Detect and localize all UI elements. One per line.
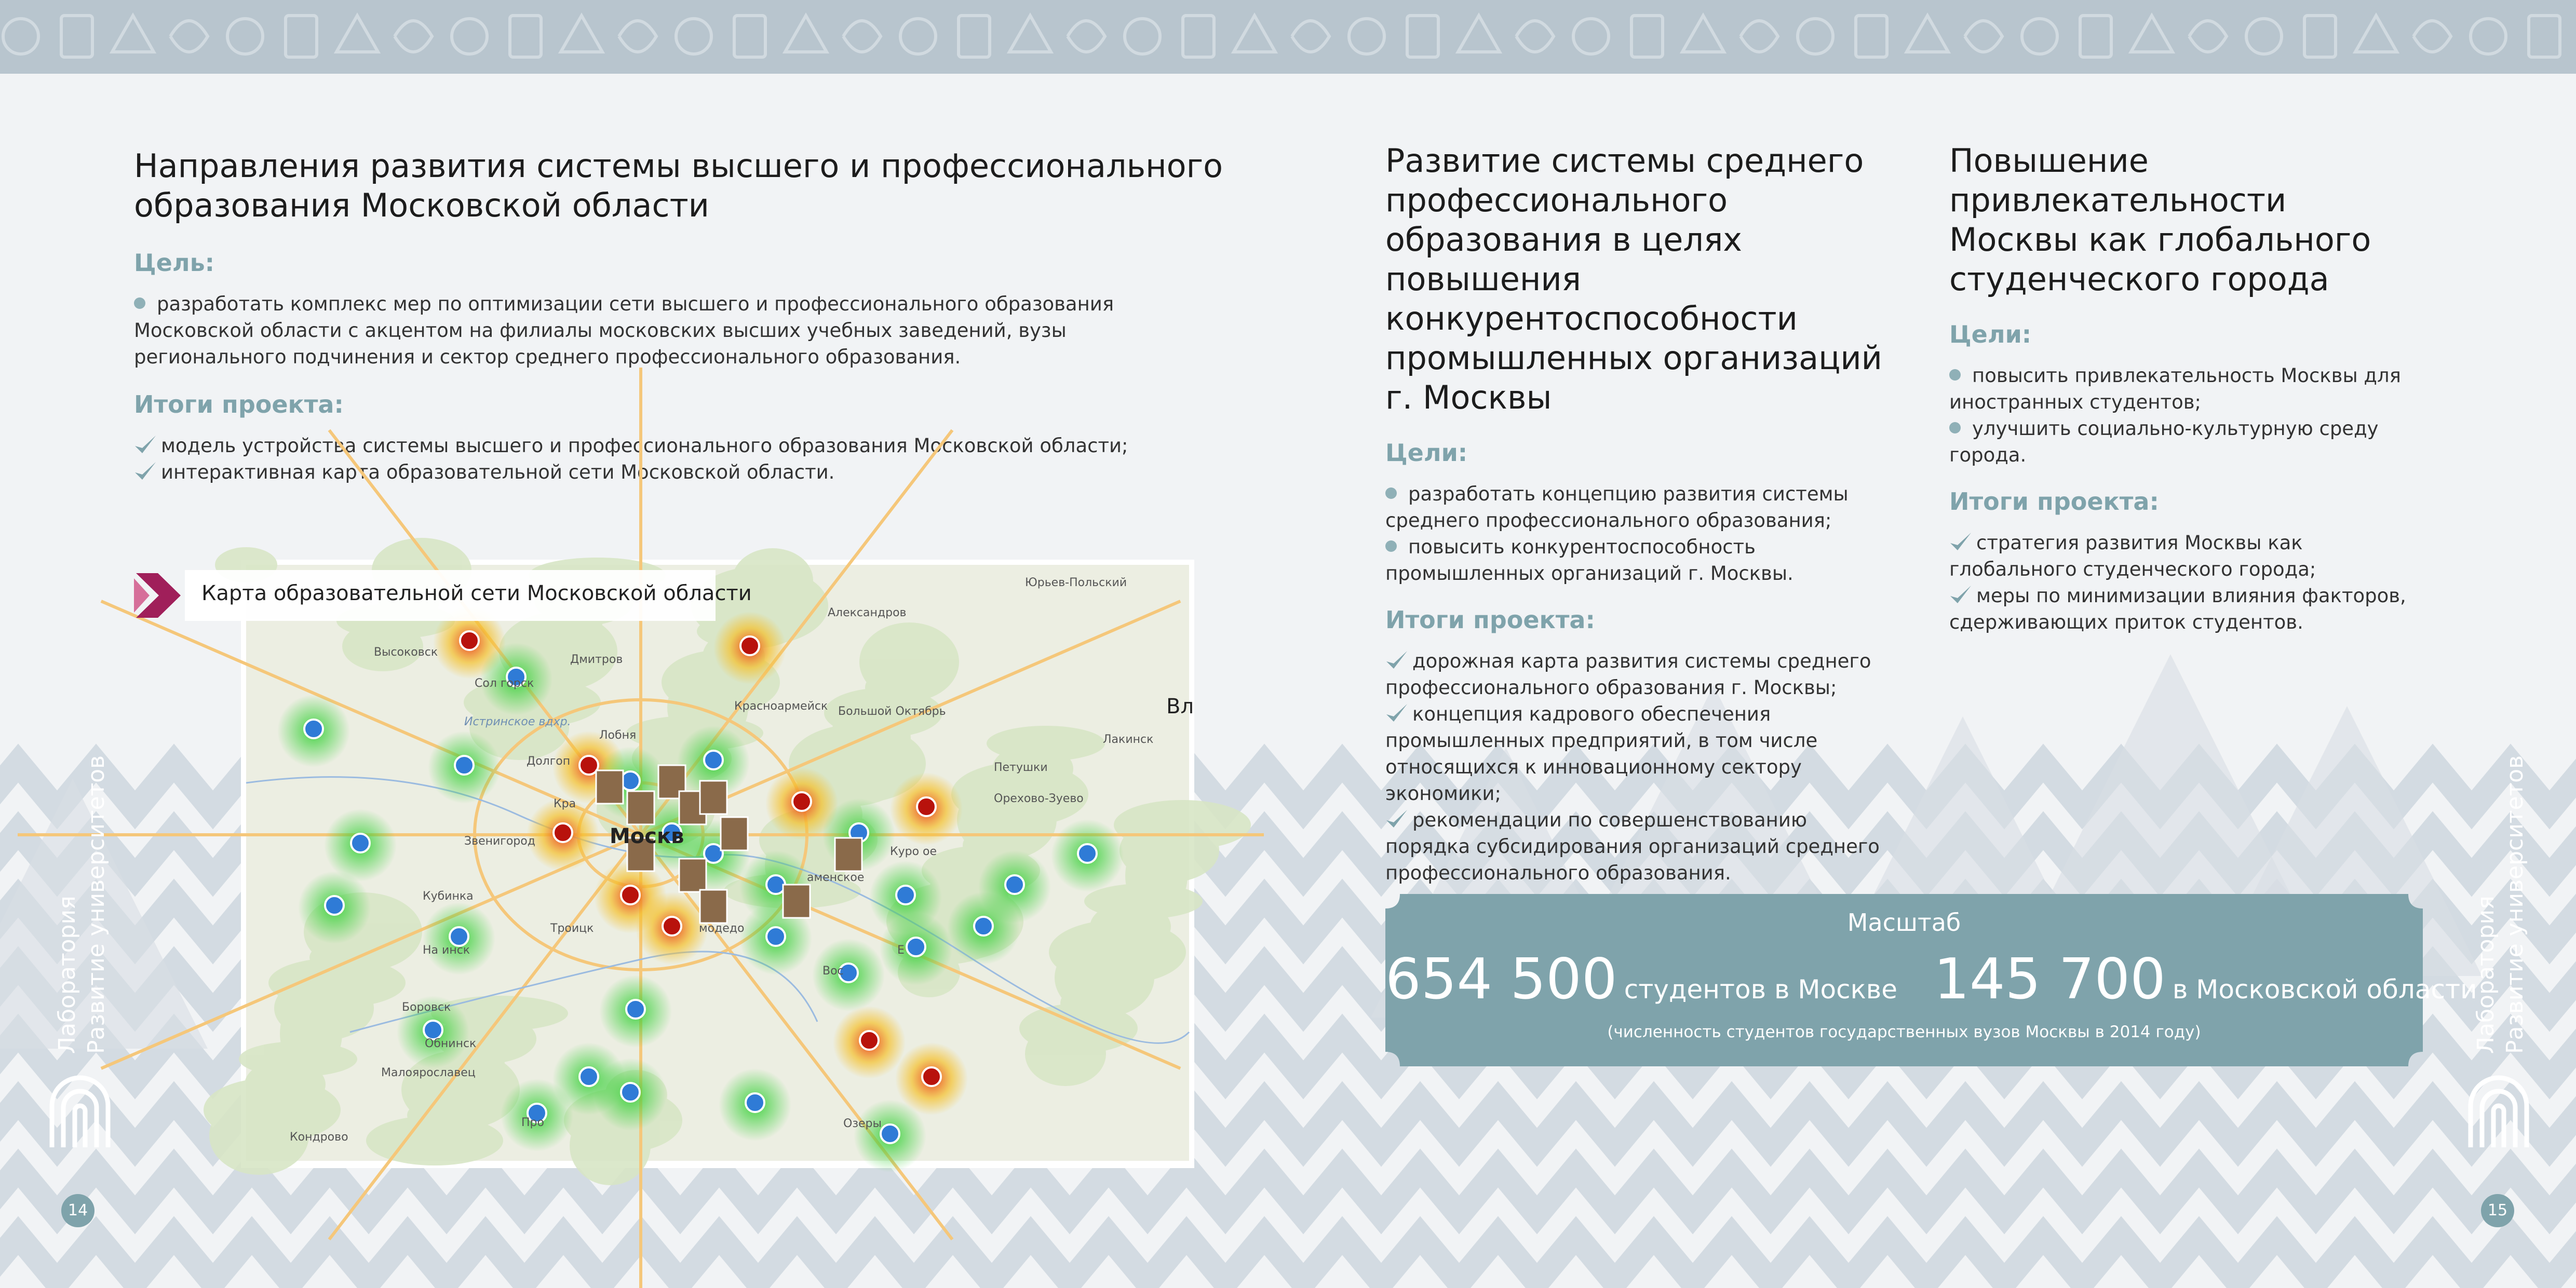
map-marker-icon: [922, 1067, 941, 1086]
list-item-cont: сдерживающих приток студентов.: [1949, 611, 2303, 633]
map-marker-icon: [663, 917, 681, 936]
list-item-cont: профессионального образования.: [1385, 862, 1731, 884]
map-label: Троицк: [550, 922, 594, 935]
map-building-icon: [700, 781, 727, 814]
map-label: Большой Октябрь: [838, 705, 946, 718]
map-label: Сол горск: [475, 677, 534, 690]
list-item-cont: среднего профессионального образования;: [1385, 509, 1832, 532]
doodle-shape: [1068, 21, 1105, 52]
doodle-shape: [1631, 16, 1663, 57]
map-label: Петушки: [994, 761, 1048, 774]
map-caption-text: Карта образовательной сети Московской области: [201, 581, 752, 605]
map-marker-icon: [766, 927, 785, 946]
checkmark-icon: [134, 435, 157, 455]
doodle-shape: [1407, 16, 1438, 57]
map-label: Боровск: [402, 1001, 451, 1014]
doodle-shape: [676, 19, 711, 54]
left-goal-line: разработать комплекс мер по оптимизации сети высшего и профессионального образования: [157, 293, 1114, 315]
checkmark-icon: [1949, 532, 1972, 552]
side-label-left: [53, 755, 111, 1054]
right-title-line: Повышение: [1949, 142, 2149, 180]
list-item: дорожная карта развития системы среднего: [1385, 648, 1925, 674]
doodle-shape: [2131, 16, 2173, 52]
doodle-shape: [227, 19, 263, 54]
map-caption: [134, 570, 752, 621]
map-marker-icon: [424, 1021, 442, 1039]
right-results-heading: Итоги проекта:: [1949, 487, 2159, 516]
header-pattern-strip: [0, 0, 2576, 74]
map-label: Истринское вдхр.: [464, 715, 571, 728]
doodle-shape: [61, 16, 92, 57]
bullet-dot-icon: [1949, 369, 1961, 381]
moscow-students-value: 654 500: [1385, 947, 1617, 1012]
map-building-icon: [721, 817, 748, 850]
map-marker-icon: [621, 886, 640, 904]
map-label: Куро ое: [890, 845, 937, 858]
map-label: Орехово-Зуево: [994, 792, 1084, 805]
chevron-band: [0, 1168, 2576, 1215]
mid-section: [1385, 141, 1925, 886]
side-label-line2: Развитие университетов: [83, 755, 110, 1054]
doodle-shape: [1125, 19, 1160, 54]
doodle-shape: [395, 21, 432, 52]
page-number-left: 14: [61, 1194, 95, 1227]
list-item-cont: иностранных студентов;: [1949, 391, 2201, 413]
chevron-band: [0, 1236, 2576, 1282]
doodle-shape: [2471, 19, 2506, 54]
list-item: улучшить социально-культурную среду: [1949, 415, 2469, 442]
doodle-shape: [1856, 16, 1887, 57]
moscow-students-label: студентов в Москве: [1624, 974, 1898, 1005]
list-item-cont: города.: [1949, 444, 2027, 466]
doodle-shape: [1349, 19, 1384, 54]
region-students-label: в Московской области: [2172, 974, 2477, 1005]
map-label: Лобня: [599, 729, 637, 742]
map-label: На инск: [423, 944, 470, 957]
bullet-dot-icon: [1385, 540, 1397, 552]
doodle-shape: [1009, 16, 1051, 52]
bullet-dot-icon: [1949, 422, 1961, 433]
list-item-cont: промышленных организаций г. Москвы.: [1385, 562, 1793, 585]
region-students-value: 145 700: [1934, 947, 2166, 1012]
map-marker-icon: [450, 927, 468, 946]
doodle-shape: [1234, 16, 1275, 52]
doodle-shape: [1516, 21, 1554, 52]
map-label: Красноармейск: [734, 700, 828, 713]
list-item: стратегия развития Москвы как: [1949, 530, 2469, 556]
doodle-shape: [286, 16, 317, 57]
doodle-shape: [1907, 16, 1948, 52]
list-item-cont: глобального студенческого города;: [1949, 558, 2316, 580]
mid-goals-heading: Цели:: [1385, 439, 1468, 467]
mid-title-line: промышленных организаций: [1385, 339, 1882, 377]
map-marker-icon: [704, 751, 723, 769]
doodle-shape: [2022, 19, 2057, 54]
left-results-list: [134, 432, 1224, 485]
mid-results-list: [1385, 648, 1925, 886]
doodle-shape: [336, 16, 378, 52]
map-label-moscow: Москв: [610, 824, 684, 848]
map-marker-icon: [881, 1124, 899, 1143]
list-item: меры по минимизации влияния факторов,: [1949, 582, 2469, 609]
doodle-shape: [1682, 16, 1724, 52]
mid-title-line: Развитие системы среднего: [1385, 142, 1864, 180]
left-section: [134, 146, 1224, 485]
map-marker-icon: [304, 720, 323, 738]
doodle-shape: [170, 21, 208, 52]
left-goal-heading: Цель:: [134, 249, 215, 277]
map-marker-icon: [554, 823, 572, 842]
map-marker-icon: [579, 1067, 598, 1086]
list-item: концепция кадрового обеспечения: [1385, 701, 1925, 727]
map-label: Озеры: [843, 1117, 882, 1130]
mid-goals-list: [1385, 481, 1925, 587]
left-title-line2: образования Московской области: [134, 186, 709, 224]
map-building-icon: [835, 838, 862, 871]
map-marker-icon: [907, 938, 925, 956]
doodle-shape: [959, 16, 990, 57]
doodle-shape: [112, 16, 154, 52]
map-label: Дмитров: [570, 653, 623, 666]
right-section: [1949, 141, 2469, 635]
doodle-shape: [900, 19, 936, 54]
checkmark-icon: [1385, 703, 1408, 724]
doodle-shape: [510, 16, 541, 57]
right-goals-heading: Цели:: [1949, 320, 2032, 348]
doodle-shape: [1741, 21, 1778, 52]
doodle-shape: [2304, 16, 2336, 57]
map-label: Про: [521, 1116, 544, 1129]
arch-logo-icon: [45, 1069, 115, 1147]
doodle-shape: [734, 16, 765, 57]
map-marker-icon: [740, 636, 759, 655]
map-building-icon: [596, 770, 623, 804]
right-title-line: Москвы как глобального: [1949, 221, 2371, 259]
map-label: Лакинск: [1103, 733, 1154, 746]
map-marker-icon: [974, 917, 993, 936]
list-item-cont: относящихся к инновационному сектору: [1385, 756, 1802, 778]
map-label: Звенигород: [464, 835, 535, 848]
forest-patch: [987, 726, 1105, 761]
right-goals-list: [1949, 362, 2469, 468]
map-marker-icon: [746, 1093, 764, 1112]
page-number-right: 15: [2481, 1194, 2514, 1227]
side-label-right: [2472, 755, 2530, 1054]
doodle-shape: [2355, 16, 2397, 52]
left-goal-line: регионального подчинения и сектор среднего профессионального образования.: [134, 346, 961, 368]
map-label: Александров: [828, 606, 907, 619]
map-label: Вл: [1166, 695, 1194, 718]
list-item: разработать концепцию развития системы: [1385, 481, 1925, 507]
doodle-shape: [619, 21, 656, 52]
map-label: модедо: [699, 922, 745, 935]
forest-patch: [1114, 800, 1251, 850]
map-building-icon: [679, 859, 706, 892]
doodle-shape: [1183, 16, 1214, 57]
map-label: Долгоп: [527, 755, 571, 768]
mid-results-heading: Итоги проекта:: [1385, 606, 1595, 634]
map-label: аменское: [807, 871, 865, 884]
doodle-shape: [452, 19, 487, 54]
map-label: Вос: [822, 965, 844, 978]
list-item: интерактивная карта образовательной сети Московской области.: [134, 459, 1224, 485]
list-item: рекомендации по совершенствованию: [1385, 807, 1925, 833]
list-item: модель устройства системы высшего и профессионального образования Московской области;: [134, 432, 1224, 459]
left-title-line1: Направления развития системы высшего и профессионального: [134, 147, 1223, 185]
map-marker-icon: [455, 756, 474, 775]
education-network-map[interactable]: [246, 565, 1194, 1161]
map-marker-icon: [860, 1031, 879, 1050]
scale-figures: [1385, 946, 2477, 1013]
checkmark-icon: [1949, 585, 1972, 605]
map-label: Высоковск: [374, 646, 438, 659]
list-item: повысить конкурентоспособность: [1385, 534, 1925, 560]
map-marker-icon: [460, 631, 479, 650]
right-title-line: привлекательности: [1949, 181, 2287, 219]
list-item-cont: промышленных предприятий, в том числе: [1385, 729, 1818, 752]
mid-title-line: конкурентоспособности: [1385, 300, 1798, 337]
doodle-shape: [843, 21, 881, 52]
mid-title-line: профессионального: [1385, 181, 1728, 219]
doodle-shape: [1798, 19, 1833, 54]
mid-title-line: образования в целях повышения: [1385, 221, 1742, 298]
side-label-line1: Лаборатория: [2473, 896, 2499, 1054]
bullet-dot-icon: [1385, 487, 1397, 499]
left-goal-line: Московской области с акцентом на филиалы московских высших учебных заведений, вузы: [134, 319, 1067, 342]
doodle-shape: [2189, 21, 2227, 52]
left-results-heading: Итоги проекта:: [134, 390, 344, 418]
map-caption-arrow-icon: [134, 573, 181, 618]
map-marker-icon: [1005, 875, 1024, 894]
list-item-cont: порядка субсидирования организаций среднего: [1385, 835, 1880, 858]
doodle-shape: [1458, 16, 1500, 52]
doodle-shape: [1292, 21, 1329, 52]
map-marker-icon: [792, 792, 811, 811]
doodle-shape: [561, 16, 602, 52]
map-building-icon: [627, 791, 654, 824]
map-label: Обнинск: [425, 1037, 477, 1050]
map-building-icon: [700, 890, 727, 923]
checkmark-icon: [1385, 650, 1408, 671]
doodle-shape: [1965, 21, 2002, 52]
list-item-cont: экономики;: [1385, 782, 1501, 805]
map-marker-icon: [896, 886, 915, 904]
right-results-list: [1949, 530, 2469, 635]
map-marker-icon: [621, 1083, 640, 1102]
scale-note: (численность студентов государственных вузов Москвы в 2014 году): [1607, 1023, 2201, 1041]
doodle-shape: [1573, 19, 1609, 54]
map-label: Кондрово: [290, 1131, 348, 1144]
list-item-cont: профессионального образования г. Москвы;: [1385, 676, 1837, 699]
map-label: Малоярославец: [381, 1066, 476, 1079]
map-marker-icon: [325, 896, 344, 915]
side-label-line1: Лаборатория: [54, 896, 80, 1054]
map-marker-icon: [917, 797, 936, 816]
education-doodle-pattern: [0, 0, 2576, 74]
doodle-shape: [3, 19, 38, 54]
mid-title-line: г. Москвы: [1385, 378, 1552, 416]
bullet-dot-icon: [134, 297, 145, 309]
map-marker-icon: [626, 1000, 645, 1019]
left-goal-text: [134, 291, 1224, 370]
doodle-shape: [2413, 21, 2451, 52]
scale-title: Масштаб: [1847, 909, 1961, 937]
checkmark-icon: [134, 461, 157, 482]
map-marker-icon: [1078, 844, 1097, 863]
map-building-icon: [783, 885, 810, 918]
map-label: Е: [897, 944, 905, 957]
forest-patch: [859, 622, 959, 701]
map-label: Кубинка: [423, 890, 474, 903]
checkmark-icon: [1385, 809, 1408, 830]
list-item: повысить привлекательность Москвы для: [1949, 362, 2469, 389]
doodle-shape: [785, 16, 827, 52]
map-label: Юрьев-Польский: [1025, 576, 1127, 589]
doodle-shape: [2246, 19, 2282, 54]
doodle-shape: [2529, 16, 2560, 57]
scale-box: [1385, 894, 2477, 1066]
doodle-shape: [2080, 16, 2111, 57]
right-title-line: студенческого города: [1949, 260, 2329, 298]
side-label-line2: Развитие университетов: [2502, 755, 2528, 1054]
map-label: Кра: [554, 797, 576, 810]
map-marker-icon: [351, 834, 370, 852]
arch-logo-icon: [2463, 1069, 2534, 1147]
